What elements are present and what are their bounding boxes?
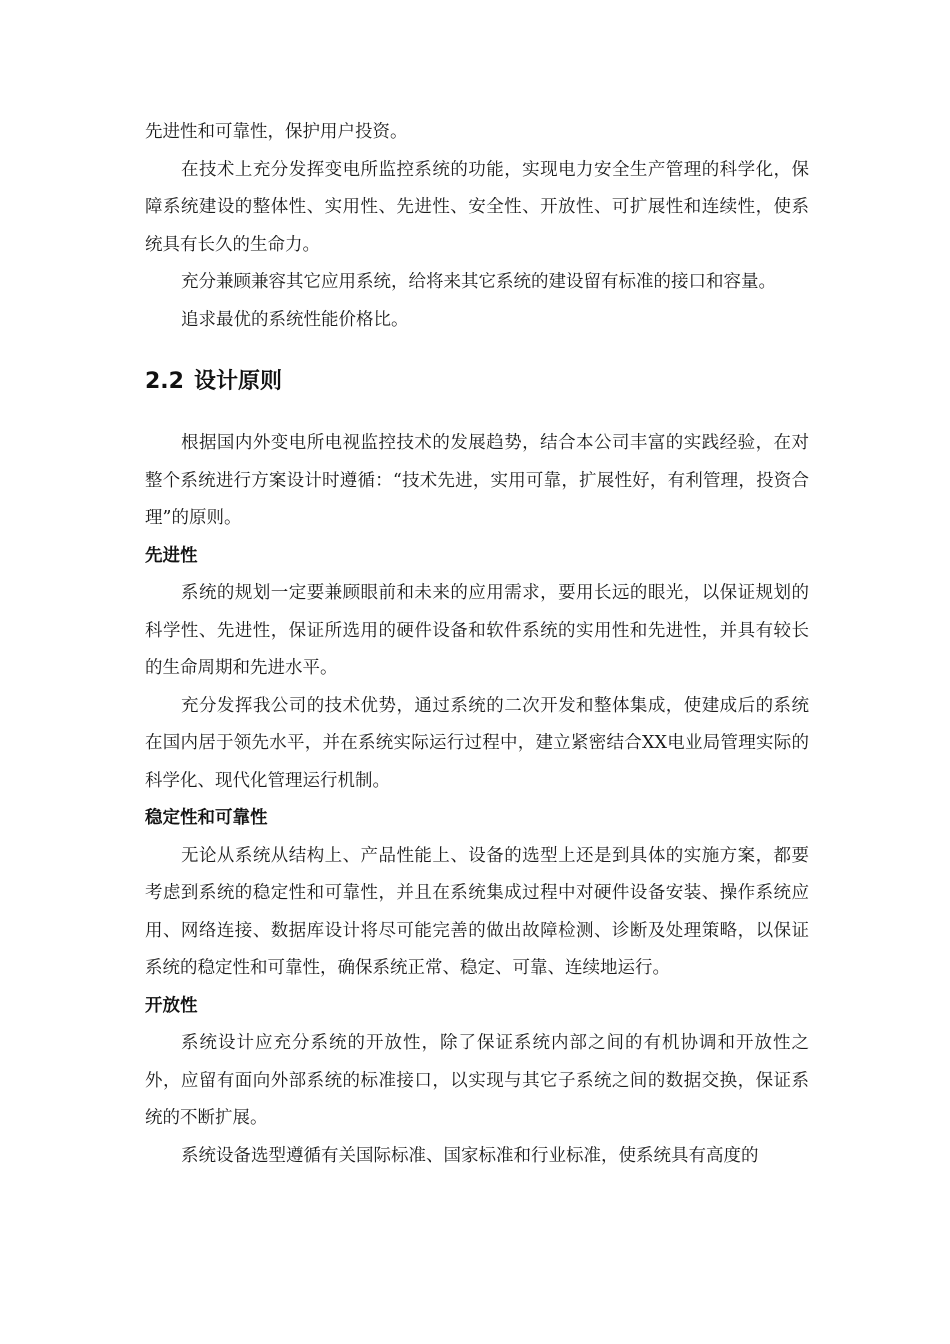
body-paragraph: 系统设备选型遵循有关国际标准、国家标准和行业标准，使系统具有高度的 bbox=[181, 1145, 759, 1166]
body-paragraph: 充分发挥我公司的技术优势，通过系统的二次开发和整体集成，使建成后的系统在国内居于领先水平，并在系统实际运行过程中，建立紧密结合XX电业局管理实际的科学化、现代化管理运行机制。 bbox=[145, 695, 809, 791]
body-paragraph: 追求最优的系统性能价格比。 bbox=[181, 309, 409, 330]
principle-heading-advanced: 先进性 bbox=[145, 545, 198, 566]
body-paragraph: 无论从系统从结构上、产品性能上、设备的选型上还是到具体的实施方案，都要考虑到系统的稳定性和可靠性，并且在系统集成过程中对硬件设备安装、操作系统应用、网络连接、数据库设计将尽可能完善的做出故障检测、诊断及处理策略，以保证系统的稳定性和可靠性，确保系统正常、稳定、可靠、连续地运行。 bbox=[145, 845, 809, 978]
section-number: 2.2 bbox=[145, 369, 184, 394]
body-paragraph: 在技术上充分发挥变电所监控系统的功能，实现电力安全生产管理的科学化，保障系统建设的整体性、实用性、先进性、安全性、开放性、可扩展性和连续性，使系统具有长久的生命力。 bbox=[145, 159, 809, 255]
body-paragraph: 先进性和可靠性，保护用户投资。 bbox=[145, 122, 408, 142]
principle-heading-openness: 开放性 bbox=[145, 995, 198, 1016]
body-paragraph: 充分兼顾兼容其它应用系统，给将来其它系统的建设留有标准的接口和容量。 bbox=[181, 272, 776, 292]
section-intro-paragraph: 根据国内外变电所电视监控技术的发展趋势，结合本公司丰富的实践经验，在对整个系统进行方案设计时遵循：“技术先进，实用可靠，扩展性好，有利管理，投资合理”的原则。 bbox=[145, 433, 809, 528]
section-heading bbox=[145, 366, 809, 398]
document-page bbox=[145, 114, 809, 1175]
body-paragraph: 系统的规划一定要兼顾眼前和未来的应用需求，要用长远的眼光，以保证规划的科学性、先进性，保证所选用的硬件设备和软件系统的实用性和先进性，并具有较长的生命周期和先进水平。 bbox=[145, 583, 809, 678]
body-paragraph: 系统设计应充分系统的开放性，除了保证系统内部之间的有机协调和开放性之外，应留有面向外部系统的标准接口，以实现与其它子系统之间的数据交换，保证系统的不断扩展。 bbox=[145, 1033, 809, 1128]
principle-heading-stability-reliability: 稳定性和可靠性 bbox=[145, 808, 268, 828]
section-title: 设计原则 bbox=[193, 369, 282, 394]
